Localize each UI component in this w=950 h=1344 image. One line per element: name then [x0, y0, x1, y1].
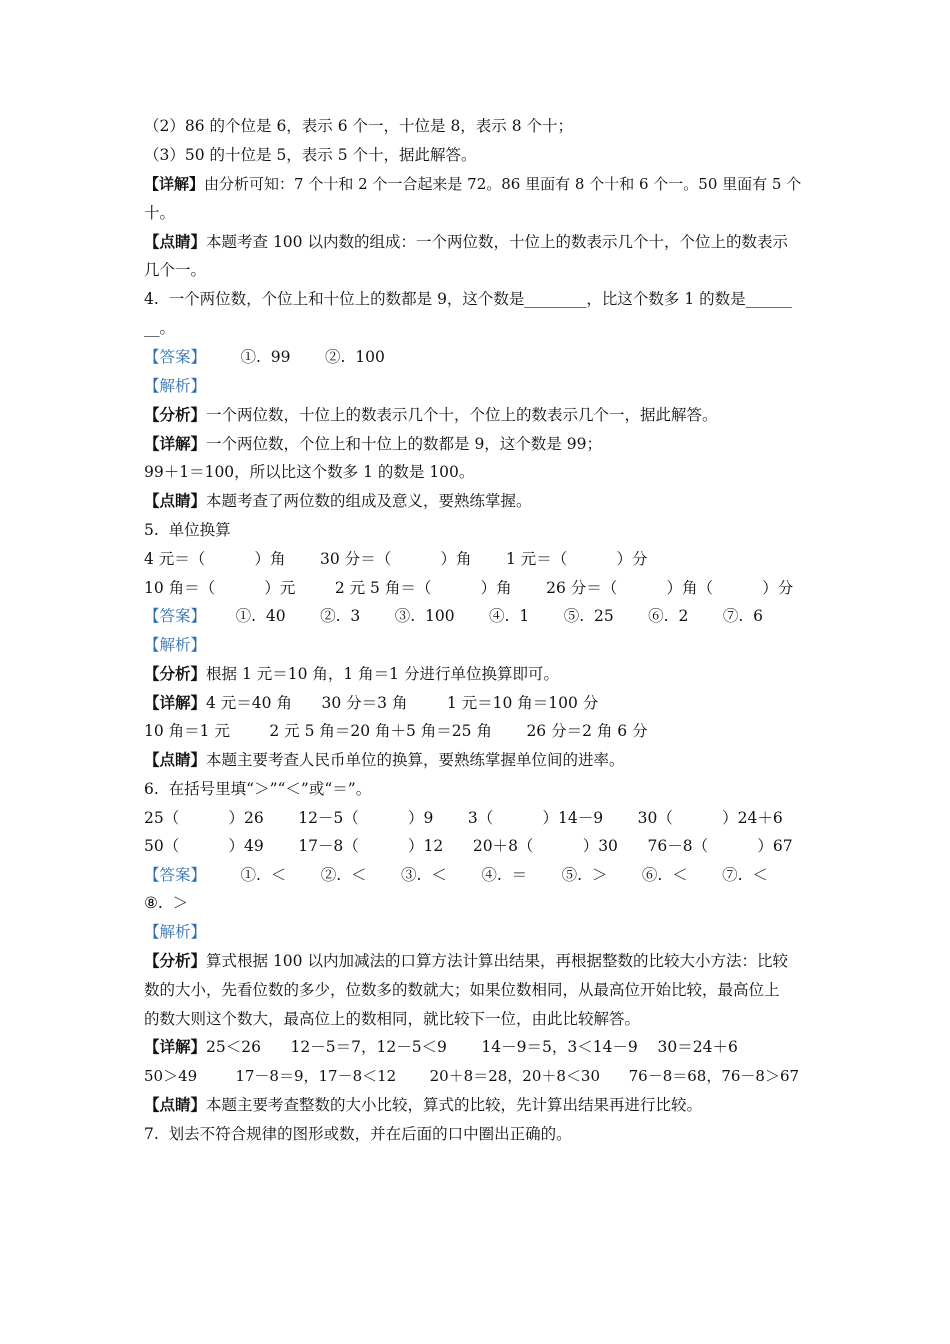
line-31: 数的大小，先看位数的多少，位数多的数就大；如果位数相同，从最高位开始比较，最高位上 [144, 981, 780, 999]
answer-line: 【答案】 ①. ＜ ②. ＜ ③. ＜ ④. ＝ ⑤. ＞ ⑥. ＜ ⑦. ＜ [144, 866, 768, 884]
line-34: 50＞49 17－8＝9，17－8＜12 20＋8＝28，20＋8＜30 76－8＝68，76－8＞67 [144, 1067, 800, 1085]
line-22: 10 角＝1 元 2 元 5 角＝20 角＋5 角＝25 角 26 分＝2 角 6 分 [144, 722, 648, 740]
line-21: 【详解】4 元＝40 角 30 分＝3 角 1 元＝10 角＝100 分 [144, 693, 599, 712]
section-tag: 【分析】 [144, 951, 207, 970]
line-28: ⑧. ＞ [144, 894, 189, 912]
line-35: 【点睛】本题主要考查整数的大小比较，算式的比较，先计算出结果再进行比较。 [144, 1095, 703, 1114]
section-tag: 【详解】 [144, 693, 207, 712]
answer-line: 【答案】 ①. 99 ②. 100 [144, 348, 385, 366]
line-12: 【详解】一个两位数，个位上和十位上的数都是 9，这个数是 99； [144, 434, 602, 453]
analysis-tag-line [144, 376, 206, 396]
line-30: 【分析】算式根据 100 以内加减法的口算方法计算出结果，再根据整数的比较大小方法：比较 [144, 951, 788, 970]
question-6: 6. 在括号里填“＞”“＜”或“＝”。 [144, 780, 372, 798]
answer-tag: 【答案】 [144, 607, 207, 625]
answer-line: 【答案】 ①. 40 ②. 3 ③. 100 ④. 1 ⑤. 25 ⑥. 2 ⑦. 6 [144, 607, 763, 625]
section-tag: 【分析】 [144, 664, 207, 683]
line-8: __。 [144, 319, 176, 337]
section-tag: 【点睛】 [144, 750, 207, 769]
analysis-tag: 【解析】 [144, 636, 207, 654]
line-23: 【点睛】本题主要考查人民币单位的换算，要熟练掌握单位间的进率。 [144, 750, 625, 769]
answer-tag: 【答案】 [144, 348, 207, 366]
question-5: 5. 单位换算 [144, 521, 231, 539]
analysis-tag-line [144, 635, 206, 655]
analysis-tag-line [144, 922, 206, 942]
analysis-tag: 【解析】 [144, 377, 207, 395]
line-26: 50（ ）49 17－8（ ）12 20＋8（ ）30 76－8（ ）67 [144, 837, 793, 855]
question-7: 7. 划去不符合规律的图形或数，并在后面的口中圈出正确的。 [144, 1125, 572, 1143]
line-33: 【详解】25＜26 12－5＝7，12－5＜9 14－9＝5，3＜14－9 30＝24＋6 [144, 1037, 738, 1056]
section-tag: 【点睛】 [144, 232, 207, 251]
line-6: 几个一。 [144, 261, 207, 279]
line-32: 的数大则这个数大，最高位上的数相同，就比较下一位，由此比较解答。 [144, 1010, 641, 1028]
analysis-tag: 【解析】 [144, 923, 207, 941]
line-4: 十。 [144, 204, 176, 222]
line-14: 【点睛】本题考查了两位数的组成及意义，要熟练掌握。 [144, 491, 532, 510]
line-17: 10 角＝（ ）元 2 元 5 角＝（ ）角 26 分＝（ ）角（ ）分 [144, 579, 794, 597]
line-25: 25（ ）26 12－5（ ）9 3（ ）14－9 30（ ）24＋6 [144, 809, 783, 827]
answer-tag: 【答案】 [144, 866, 207, 884]
section-tag: 【点睛】 [144, 1095, 207, 1114]
line-13: 99＋1＝100，所以比这个数多 1 的数是 100。 [144, 463, 475, 481]
line-2: （3）50 的十位是 5，表示 5 个十，据此解答。 [144, 146, 477, 164]
line-3: 【详解】由分析可知：7 个十和 2 个一合起来是 72。86 里面有 8 个十和 6 个一。50 里面有 5 个 [144, 175, 802, 193]
question-4: 4. 一个两位数，个位上和十位上的数都是 9，这个数是________，比这个数多 1 的数是______ [144, 290, 793, 308]
section-tag: 【详解】 [144, 434, 207, 453]
line-16: 4 元＝（ ）角 30 分＝（ ）角 1 元＝（ ）分 [144, 550, 648, 568]
line-1: （2）86 的个位是 6，表示 6 个一，十位是 8，表示 8 个十； [144, 117, 574, 135]
line-5: 【点睛】本题考查 100 以内数的组成：一个两位数，十位上的数表示几个十，个位上的数表示 [144, 232, 788, 251]
line-20: 【分析】根据 1 元＝10 角，1 角＝1 分进行单位换算即可。 [144, 664, 559, 683]
section-tag: 【点睛】 [144, 491, 207, 510]
section-tag: 【详解】 [144, 175, 205, 193]
section-tag: 【分析】 [144, 405, 207, 424]
section-tag: 【详解】 [144, 1037, 207, 1056]
line-11: 【分析】一个两位数，十位上的数表示几个十，个位上的数表示几个一，据此解答。 [144, 405, 718, 424]
